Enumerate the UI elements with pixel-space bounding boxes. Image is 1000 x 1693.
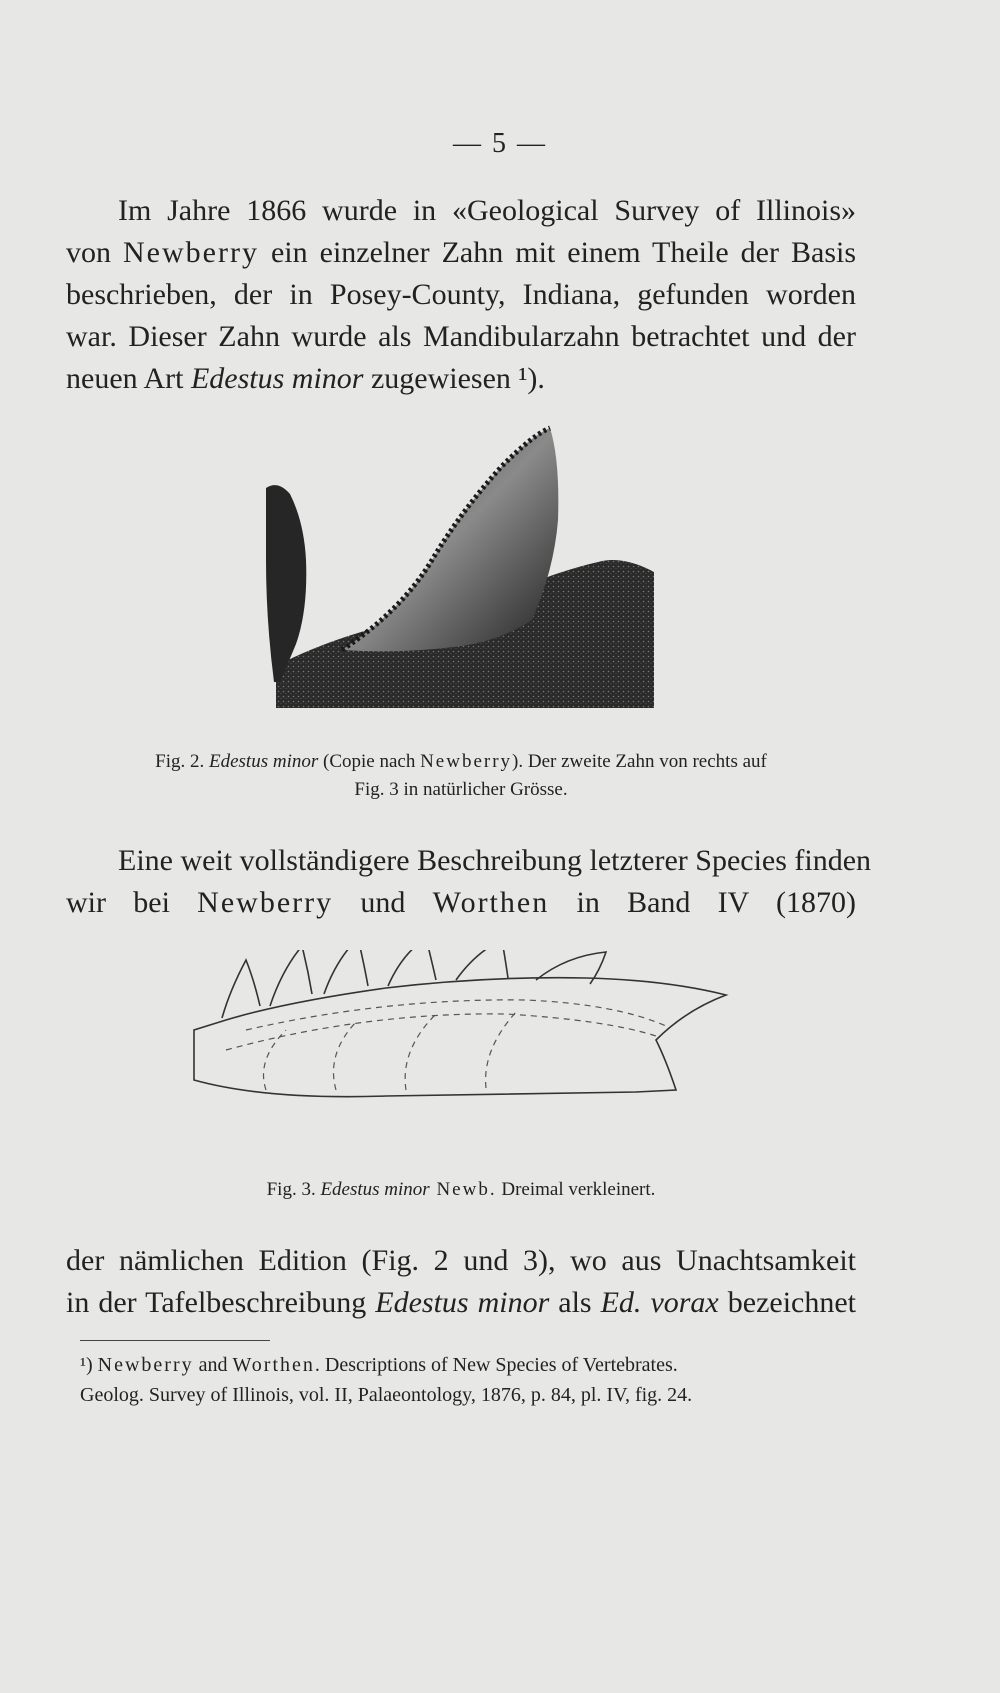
text-run: Dreimal verkleinert.: [496, 1179, 656, 1200]
paragraph-3: [66, 1240, 856, 1324]
species-name: Edestus minor: [320, 1179, 430, 1200]
author-name: Newberry: [197, 886, 334, 919]
species-name: Edestus minor: [190, 362, 364, 395]
dashed-contour: [264, 1030, 287, 1090]
author-name: Newberry: [420, 751, 513, 772]
text-run: . Descriptions of New Species of Vertebrates.: [314, 1354, 678, 1376]
tooth-outline: [388, 950, 436, 986]
text-run: bezeichnet: [718, 1286, 857, 1319]
paragraph-1: [66, 190, 856, 400]
species-name: Edestus minor: [209, 751, 319, 772]
dashed-contour: [226, 1014, 656, 1050]
left-tooth-shape: [266, 485, 306, 682]
paragraph-2-line: Eine weit vollständigere Beschreibung letzterer Species finden: [118, 844, 872, 877]
footnote-line: Geolog. Survey of Illinois, vol. II, Palaeontology, 1876, p. 84, pl. IV, fig. 24.: [80, 1384, 693, 1406]
main-tooth-shape: [342, 428, 558, 651]
paragraph-1-line: war. Dieser Zahn wurde als Mandibularzahn betrachtet und der: [66, 320, 856, 353]
figure-2-caption: [66, 748, 856, 804]
paragraph-1-line: Im Jahre 1866 wurde in «Geological Survey of Illinois»: [118, 194, 856, 227]
paragraph-1-line: beschrieben, der in Posey-County, Indiana, gefunden worden: [66, 278, 856, 311]
author-name: Newberry: [123, 236, 259, 269]
author-abbreviation: Newb.: [429, 1179, 497, 1200]
paragraph-3-line: der nämlichen Edition (Fig. 2 und 3), wo aus Unachtsamkeit: [66, 1244, 856, 1277]
figure-2-tooth-image: [262, 420, 658, 712]
text-run: als: [549, 1286, 601, 1319]
text-run: Fig. 2.: [155, 751, 209, 772]
text-run: in Band IV (1870): [549, 886, 857, 919]
figure-3-tooth-row-drawing: [186, 950, 746, 1150]
species-name: Edestus minor: [375, 1286, 550, 1319]
caption-line: [66, 748, 856, 776]
dashed-contour: [405, 1014, 436, 1090]
page-number: — 5 —: [453, 128, 547, 159]
dashed-contour: [486, 1012, 516, 1088]
paragraph-1-line: [66, 232, 856, 274]
paragraph-2-line: [66, 882, 856, 924]
species-name: Ed. vorax: [600, 1286, 719, 1319]
tooth-outline: [222, 960, 260, 1018]
footnote-marker: ¹): [80, 1354, 98, 1376]
text-run: von: [66, 236, 124, 269]
text-run: wir bei: [66, 886, 198, 919]
author-name: Newberry: [97, 1354, 194, 1376]
tooth-outline: [324, 950, 368, 994]
text-run: zugewiesen ¹).: [363, 362, 545, 395]
author-name: Worthen: [232, 1354, 315, 1376]
tooth-outline: [536, 952, 606, 984]
tooth-outline: [270, 950, 312, 1006]
paragraph-1-line: [66, 358, 856, 400]
text-run: und: [333, 886, 433, 919]
footnote-divider: [80, 1340, 270, 1341]
text-run: in der Tafelbeschreibung: [66, 1286, 376, 1319]
text-run: ein einzelner Zahn mit einem Theile der Basis: [258, 236, 856, 269]
dashed-contour: [334, 1022, 357, 1090]
text-run: and: [193, 1354, 233, 1376]
text-run: Fig. 3.: [266, 1179, 321, 1200]
figure-3-caption: [66, 1176, 856, 1204]
caption-line: Fig. 3 in natürlicher Grösse.: [354, 779, 568, 800]
tooth-outline: [456, 950, 508, 980]
footnote: [80, 1350, 870, 1410]
text-run: (Copie nach: [318, 751, 421, 772]
caption-line: [66, 1176, 856, 1204]
paragraph-2: [66, 840, 872, 924]
footnote-line: [80, 1350, 870, 1380]
text-run: ). Der zweite Zahn von rechts auf: [512, 751, 767, 772]
author-name: Worthen: [432, 886, 550, 919]
text-run: neuen Art: [66, 362, 191, 395]
paragraph-3-line: [66, 1282, 856, 1324]
